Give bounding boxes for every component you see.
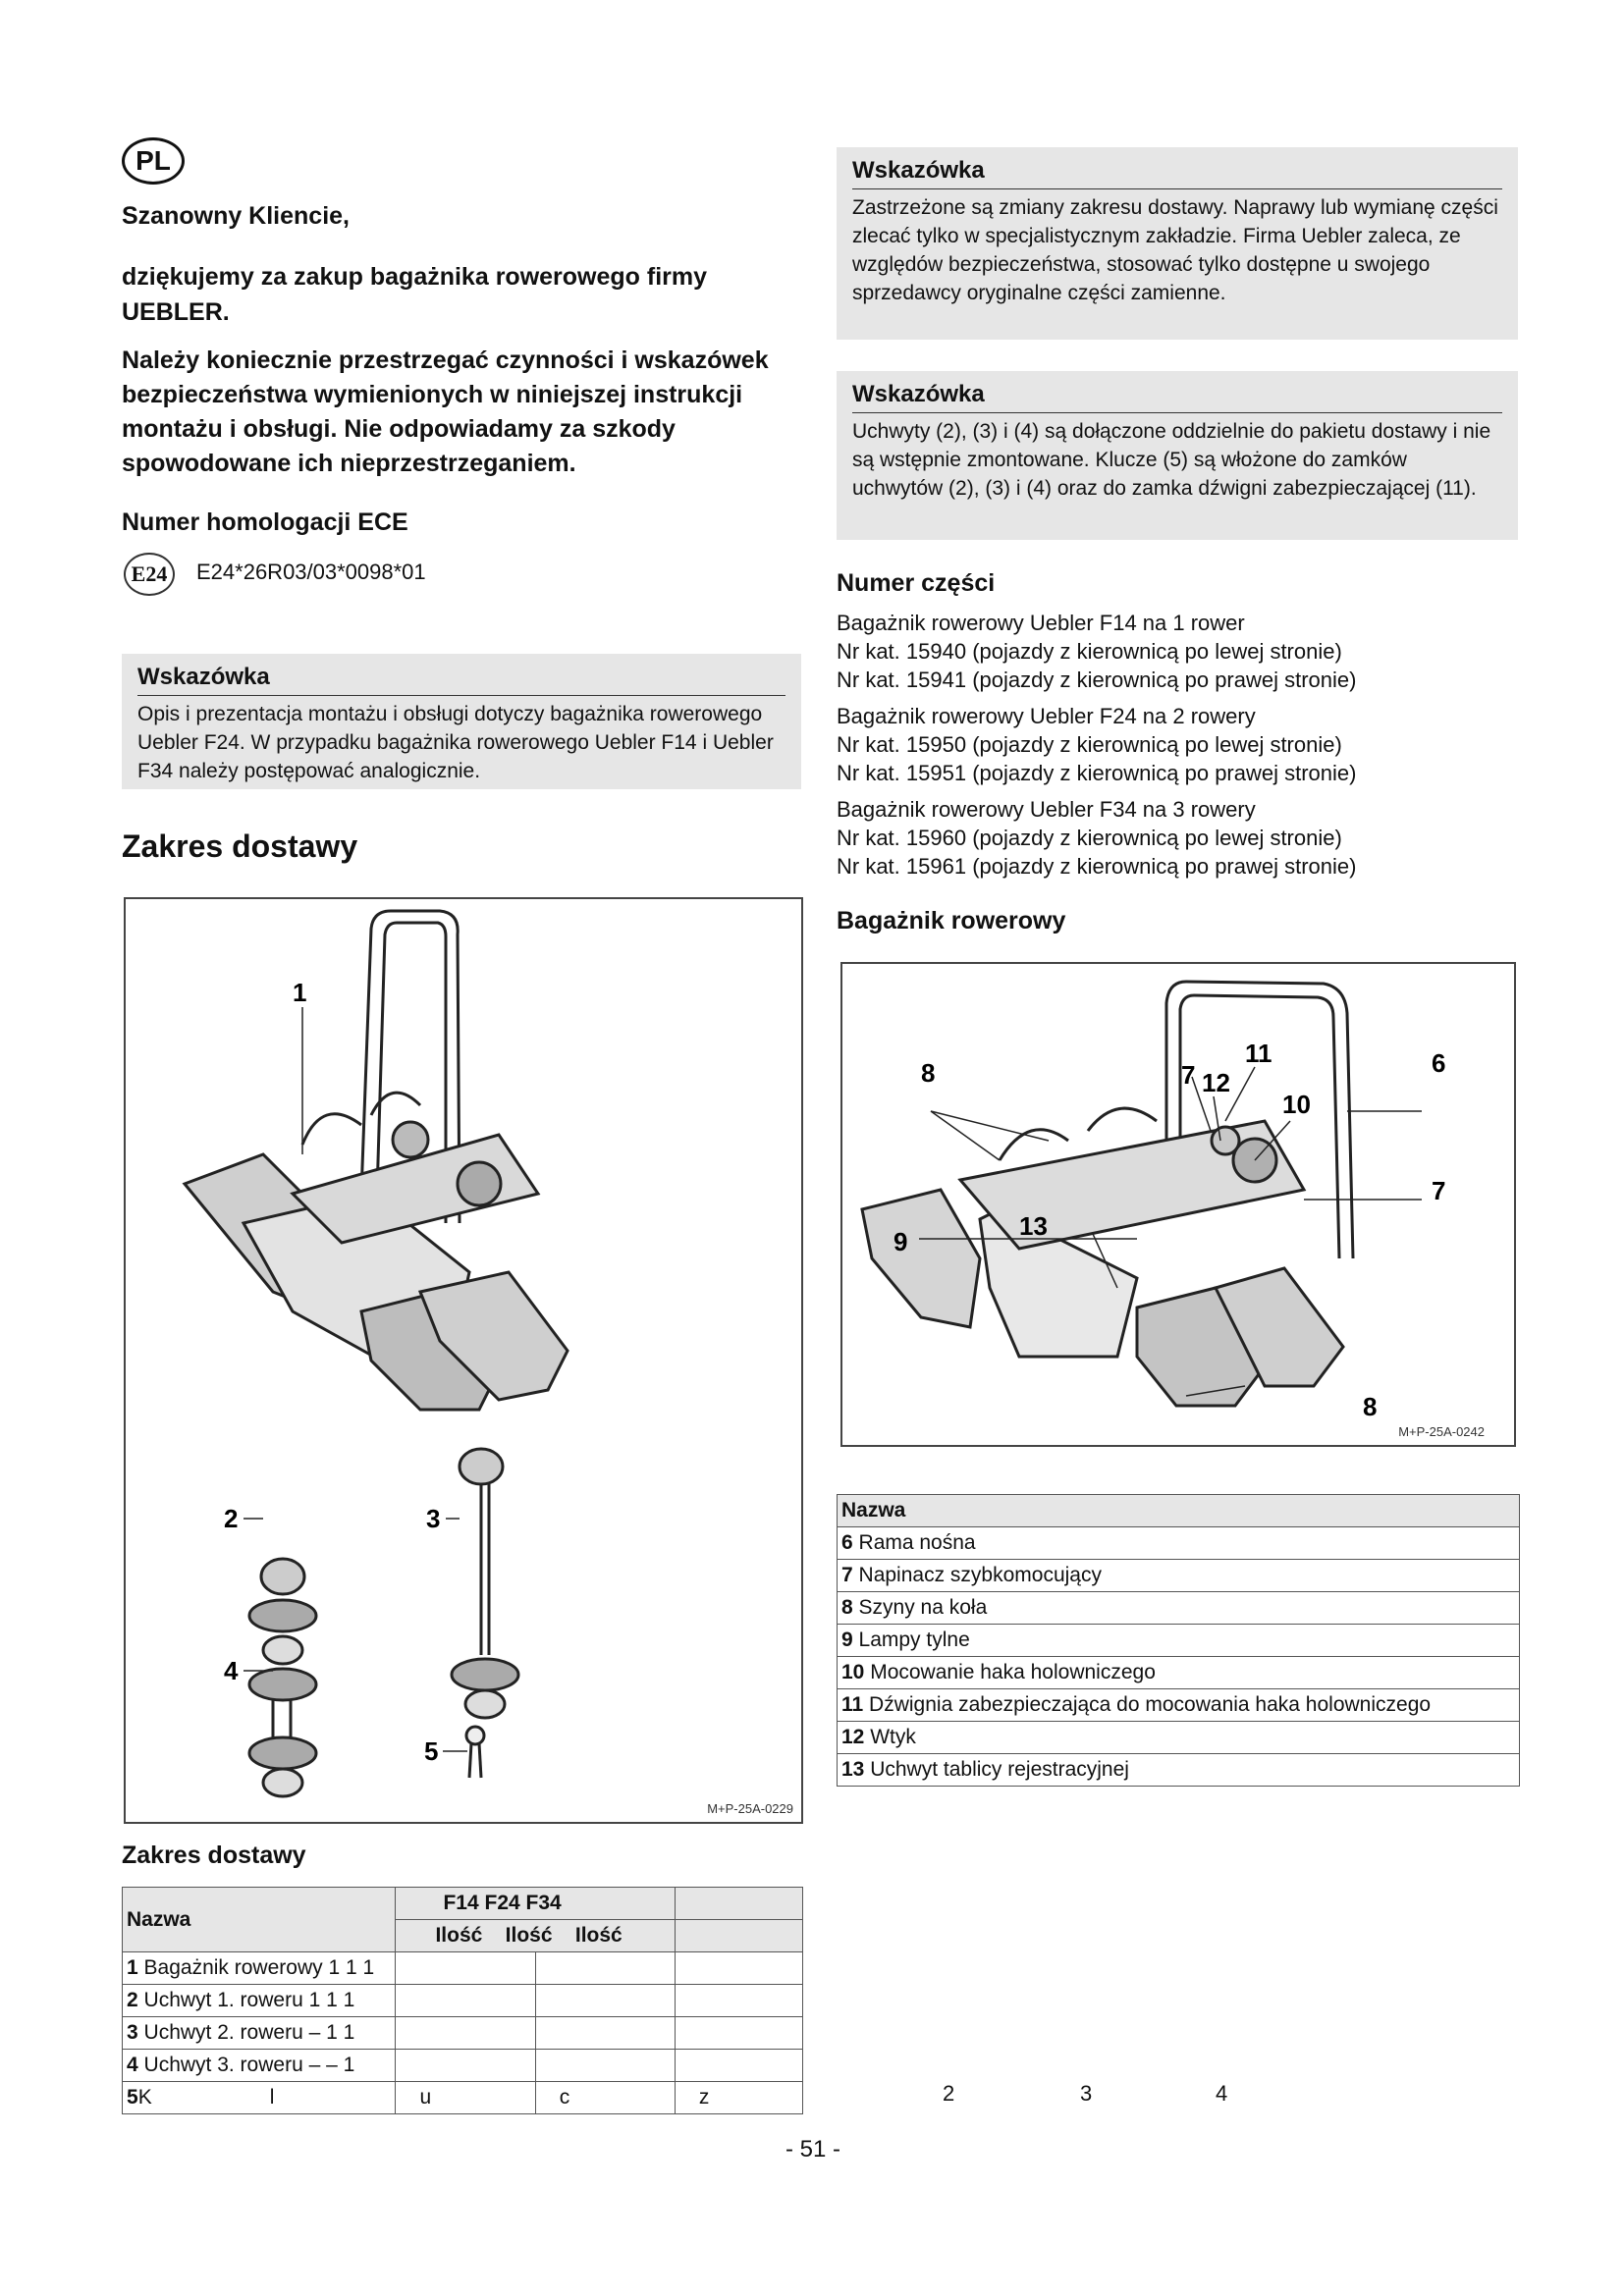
page-number: - 51 -: [785, 2136, 841, 2163]
part-group-title: Bagażnik rowerowy Uebler F24 na 2 rowery: [837, 704, 1256, 728]
note-right-2-title: Wskazówka: [852, 381, 985, 407]
table-row: 8 Szyny na koła: [838, 1592, 1520, 1625]
delivery-header-qty: [396, 1920, 675, 1952]
callout-label: 6: [1432, 1048, 1446, 1078]
callout-label: 10: [1282, 1090, 1311, 1119]
table-row: 1 Bagażnik rowerowy 1 1 1: [123, 1952, 803, 1985]
table-row: 6 Rama nośna: [838, 1527, 1520, 1560]
note-right-1-body: Zastrzeżone są zmiany zakresu dostawy. Naprawy lub wymianę części zlecać tylko w specjalistycznym zakładzie. Firma Uebler zaleca, ze względów bezpieczeństwa, stosować tylko dostępne u swojego sprzedawcy oryginalne części zamienne.: [852, 196, 1498, 304]
table-row: 2 Uchwyt 1. roweru 1 1 1: [123, 1985, 803, 2017]
ece-heading: Numer homologacji ECE: [122, 508, 408, 536]
callout-label: 12: [1202, 1068, 1230, 1097]
delivery-header-empty: [675, 1888, 802, 1920]
part-line: Nr kat. 15960 (pojazdy z kierownicą po lewej stronie): [837, 826, 1342, 850]
language-badge: PL: [122, 137, 185, 185]
callout-label: 2: [224, 1504, 239, 1533]
callout-label: 11: [1245, 1039, 1272, 1068]
part-line: Nr kat. 15950 (pojazdy z kierownicą po lewej stronie): [837, 732, 1342, 757]
rack-illustration: [842, 964, 1514, 1445]
figure-code: M+P-25A-0229: [707, 1801, 793, 1816]
figure-code: M+P-25A-0242: [1398, 1424, 1485, 1439]
rack-heading: Bagażnik rowerowy: [837, 907, 1066, 934]
part-group-title: Bagażnik rowerowy Uebler F34 na 3 rowery: [837, 797, 1256, 822]
greeting: Szanowny Kliencie,: [122, 202, 351, 230]
note-left: [122, 654, 801, 789]
qty-label: Ilość: [505, 1924, 553, 1947]
ece-code: E24*26R03/03*0098*01: [196, 560, 426, 584]
note-right-2-body: Uchwyty (2), (3) i (4) są dołączone oddzielnie do pakietu dostawy i nie są wstępnie zmontowane. Klucze (5) są włożone do zamków uchwytów (2), (3) i (4) oraz do zamka dźwigni zabezpieczającej (11).: [852, 420, 1491, 500]
table-row: 11 Dźwignia zabezpieczająca do mocowania haka holowniczego: [838, 1689, 1520, 1722]
table-row: 3 Uchwyt 2. roweru – 1 1: [123, 2017, 803, 2050]
note-left-title: Wskazówka: [137, 664, 270, 690]
thanks-text: dziękujemy za zakup bagażnika rowerowego firmy UEBLER.: [122, 263, 708, 326]
part-line: Nr kat. 15941 (pojazdy z kierownicą po prawej stronie): [837, 667, 1357, 692]
part-group-title: Bagażnik rowerowy Uebler F14 na 1 rower: [837, 611, 1245, 635]
delivery-header-models: F14 F24 F34: [396, 1888, 675, 1920]
overflow-value: 2: [943, 2081, 955, 2106]
part-line: Nr kat. 15961 (pojazdy z kierownicą po prawej stronie): [837, 854, 1357, 879]
callout-label: 8: [1363, 1392, 1378, 1421]
callout-label: 4: [224, 1656, 239, 1685]
overflow-value: 4: [1216, 2081, 1228, 2106]
ece-mark-icon: E24: [124, 553, 175, 596]
part-number-heading: Numer części: [837, 569, 996, 597]
callout-label: 8: [921, 1058, 936, 1088]
note-right-1-title: Wskazówka: [852, 157, 985, 184]
names-table: [837, 1494, 1520, 1787]
table-row: 12 Wtyk: [838, 1722, 1520, 1754]
part-number-list: [837, 609, 1356, 881]
callout-label: 13: [1019, 1211, 1048, 1241]
delivery-title: Zakres dostawy: [122, 828, 358, 864]
delivery-header-name: Nazwa: [123, 1888, 396, 1952]
callout-label: 7: [1181, 1060, 1196, 1090]
callout-label: 3: [426, 1504, 441, 1533]
delivery-illustration: [126, 899, 801, 1822]
names-header: Nazwa: [838, 1495, 1520, 1527]
qty-label: Ilość: [574, 1924, 623, 1947]
table-row: 7 Napinacz szybkomocujący: [838, 1560, 1520, 1592]
table-row: 10 Mocowanie haka holowniczego: [838, 1657, 1520, 1689]
delivery-figure: [124, 897, 803, 1824]
callout-label: 1: [293, 978, 307, 1007]
callout-label: 9: [893, 1227, 908, 1256]
part-line: Nr kat. 15951 (pojazdy z kierownicą po prawej stronie): [837, 761, 1357, 785]
callout-label: 5: [424, 1736, 439, 1766]
delivery-table: [122, 1887, 803, 2114]
rack-figure: [840, 962, 1516, 1447]
part-line: Nr kat. 15940 (pojazdy z kierownicą po lewej stronie): [837, 639, 1342, 664]
table-row: 5K l u c z: [123, 2082, 803, 2114]
table-row: 4 Uchwyt 3. roweru – – 1: [123, 2050, 803, 2082]
delivery-header-empty: [675, 1920, 802, 1952]
callout-label: 7: [1432, 1176, 1446, 1205]
table-row: 9 Lampy tylne: [838, 1625, 1520, 1657]
note-left-body: Opis i prezentacja montażu i obsługi dotyczy bagażnika rowerowego Uebler F24. W przypadku bagażnika rowerowego Uebler F14 i Uebler F34 należy postępować analogicznie.: [137, 703, 774, 782]
delivery-caption: Zakres dostawy: [122, 1842, 306, 1869]
safety-warning: Należy koniecznie przestrzegać czynności i wskazówek bezpieczeństwa wymienionych w niniejszej instrukcji montażu i obsługi. Nie odpowiadamy za szkody spowodowane ich nieprzestrzeganiem.: [122, 347, 769, 477]
note-right-2: [837, 371, 1518, 540]
note-right-1: [837, 147, 1518, 340]
qty-label: Ilość: [435, 1924, 483, 1947]
overflow-value: 3: [1080, 2081, 1093, 2106]
table-row: 13 Uchwyt tablicy rejestracyjnej: [838, 1754, 1520, 1787]
